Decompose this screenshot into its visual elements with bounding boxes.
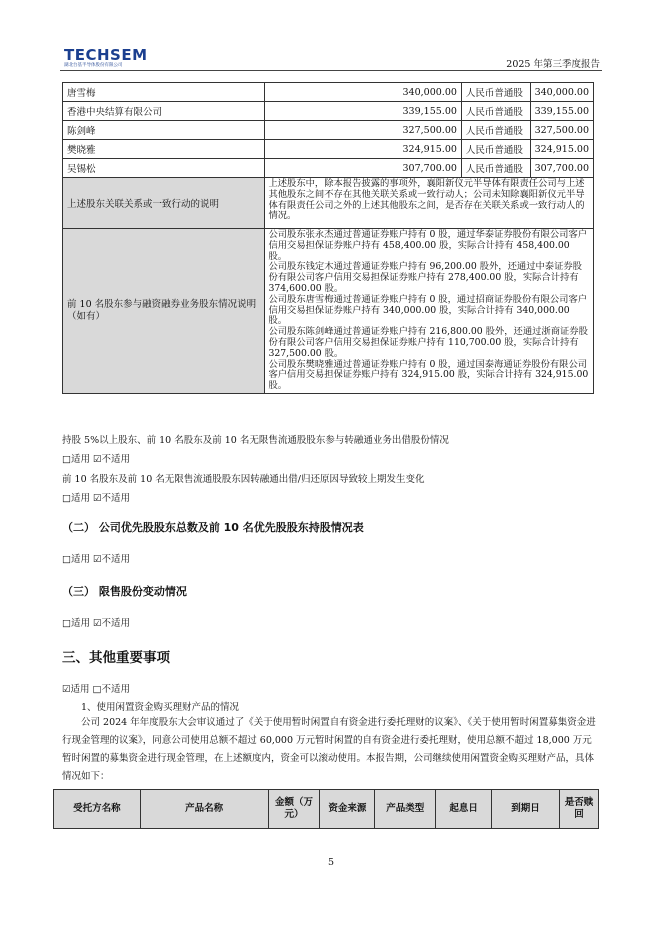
holder-shares: 307,700.00 — [265, 159, 461, 178]
column-header-fund-source: 资金来源 — [320, 790, 375, 829]
column-header-redeemed: 是否赎回 — [559, 790, 598, 829]
table-row — [63, 102, 594, 121]
margin-paragraph: 公司股东钱定木通过普通证券账户持有 96,200.00 股外，还通过中泰证券股份有限公司客户信用交易担保证券账户持有 278,400.00 股，实际合计持有 374,600.00 股。 — [268, 261, 582, 294]
lending-change-applicable: □适用 ☑不适用 — [62, 493, 131, 504]
logo-subtitle: 湖北台基半导体股份有限公司 — [64, 63, 123, 68]
margin-trading-label: 前 10 名股东参与融资融券业务股东情况说明（如有） — [63, 229, 265, 394]
related-parties-text: 上述股东中，除本报告披露的事项外，襄阳新仪元半导体有限责任公司与上述其他股东之间不存在其他关联关系或一致行动人；公司未知除襄阳新仪元半导体有限责任公司之外的上述其他股东之间，是否存在关联关系或一致行动人的情况。 — [265, 178, 594, 229]
column-header-start-date: 起息日 — [436, 790, 492, 829]
margin-paragraph: 公司股东张永杰通过普通证券账户持有 0 股，通过华泰证券股份有限公司客户信用交易担保证券账户持有 458,400.00 股，实际合计持有 458,400.00 股。 — [268, 229, 588, 262]
share-type: 人民币普通股 — [461, 140, 530, 159]
share-type: 人民币普通股 — [461, 121, 530, 140]
restricted-shares-applicable: □适用 ☑不适用 — [62, 618, 131, 629]
shareholders-table — [62, 82, 594, 394]
margin-paragraph: 公司股东唐雪梅通过普通证券账户持有 0 股，通过招商证券股份有限公司客户信用交易担保证券账户持有 340,000.00 股，实际合计持有 340,000.00 股。 — [268, 293, 588, 327]
other-matters-applicable: ☑适用 □不适用 — [62, 684, 131, 695]
holder-shares: 324,915.00 — [265, 140, 461, 159]
section-restricted-shares-title: （三） 限售股份变动情况 — [62, 585, 187, 598]
holder-name: 樊晓雅 — [63, 140, 265, 159]
share-amount: 339,155.00 — [530, 102, 593, 121]
wealth-management-paragraph: 公司 2024 年年度股东大会审议通过了《关于使用暂时闲置自有资金进行委托理财的议案》、《关于使用暂时闲置募集资金进行现金管理的议案》，同意公司使用总额不超过 60,000 万元暂时闲置的自有资金进行委托理财，使用总额不超过 18,000 万元暂时闲置的募集资金进行现金管理，在上述额度内，资金可以滚动使用。本报告期，公司继续使用闲置资金购买理财产品，具体情况如下： — [62, 717, 596, 782]
margin-trading-text — [265, 229, 594, 394]
share-amount: 324,915.00 — [530, 140, 593, 159]
lending-applicable: □适用 ☑不适用 — [62, 454, 131, 465]
holder-name: 陈剑峰 — [63, 121, 265, 140]
page-number: 5 — [327, 857, 335, 868]
section-preferred-shares-title: （二） 公司优先股股东总数及前 10 名优先股股东持股情况表 — [62, 521, 364, 534]
column-header-amount: 金额（万元） — [268, 790, 320, 829]
holder-shares: 340,000.00 — [265, 83, 461, 102]
holder-shares: 327,500.00 — [265, 121, 461, 140]
holder-name: 吴锡松 — [63, 159, 265, 178]
table-header-row — [54, 790, 599, 829]
margin-trading-row — [63, 229, 594, 394]
table-row — [63, 159, 594, 178]
holder-name: 香港中央结算有限公司 — [63, 102, 265, 121]
share-type: 人民币普通股 — [461, 159, 530, 178]
table-row — [63, 121, 594, 140]
logo-wordmark: TECHSEM — [64, 46, 148, 64]
share-type: 人民币普通股 — [461, 102, 530, 121]
lending-disclosure-title: 持股 5%以上股东、前 10 名股东及前 10 名无限售流通股股东参与转融通业务出借股份情况 — [62, 435, 449, 446]
company-logo — [64, 48, 148, 69]
share-amount: 327,500.00 — [530, 121, 593, 140]
column-header-product-type: 产品类型 — [375, 790, 436, 829]
related-parties-label: 上述股东关联关系或一致行动的说明 — [63, 178, 265, 229]
wealth-management-subtitle: 1、使用闲置资金购买理财产品的情况 — [81, 702, 240, 713]
table-row — [63, 140, 594, 159]
related-parties-row — [63, 178, 594, 229]
column-header-trustee: 受托方名称 — [54, 790, 141, 829]
share-amount: 307,700.00 — [530, 159, 593, 178]
holder-name: 唐雪梅 — [63, 83, 265, 102]
share-amount: 340,000.00 — [530, 83, 593, 102]
report-title: 2025 年第三季度报告 — [506, 59, 600, 70]
holder-shares: 339,155.00 — [265, 102, 461, 121]
section-other-matters-title: 三、其他重要事项 — [62, 650, 170, 666]
table-row — [63, 83, 594, 102]
column-header-end-date: 到期日 — [492, 790, 560, 829]
column-header-product: 产品名称 — [140, 790, 268, 829]
lending-change-title: 前 10 名股东及前 10 名无限售流通股股东因转融通出借/归还原因导致较上期发生变化 — [62, 474, 425, 485]
margin-paragraph: 公司股东樊晓雅通过普通证券账户持有 0 股，通过国泰海通证券股份有限公司客户信用交易担保证券账户持有 324,915.00 股，实际合计持有 324,915.00 股。 — [268, 358, 589, 392]
share-type: 人民币普通股 — [461, 83, 530, 102]
margin-paragraph: 公司股东陈剑峰通过普通证券账户持有 216,800.00 股外，还通过浙商证券股份有限公司客户信用交易担保证券账户持有 110,700.00 股，实际合计持有 327,500.00 股。 — [268, 326, 588, 359]
wealth-products-table — [53, 789, 599, 829]
page-header — [60, 46, 602, 71]
preferred-shares-applicable: □适用 ☑不适用 — [62, 554, 131, 565]
